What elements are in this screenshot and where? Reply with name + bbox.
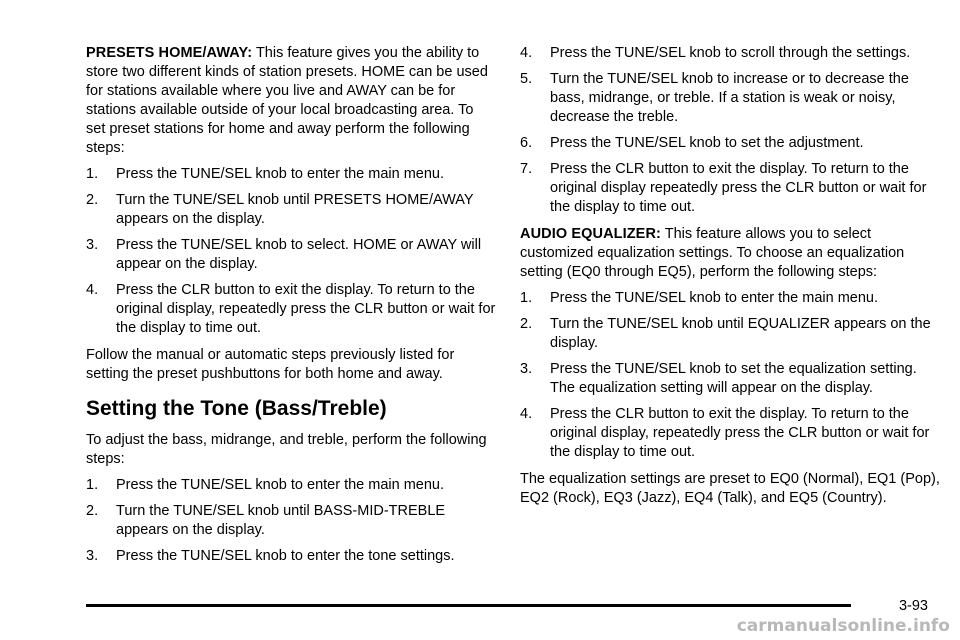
step-number: 1.	[86, 477, 99, 493]
list-item	[86, 547, 496, 566]
footer-rule	[86, 604, 851, 607]
step-number: 3.	[86, 237, 99, 253]
step-text: Press the CLR button to exit the display. To return to the original display, repeatedly press the CLR button or wait for the display to time out.	[550, 406, 930, 460]
list-item	[86, 165, 496, 184]
list-item	[86, 281, 496, 338]
list-item	[86, 476, 496, 495]
step-text: Press the TUNE/SEL knob to enter the main menu.	[116, 477, 445, 493]
step-text: Press the CLR button to exit the display. To return to the original display, repeatedly press the CLR button or wait for the display to time out.	[116, 282, 496, 336]
list-item	[520, 134, 940, 153]
page-number: 3-93	[898, 598, 928, 614]
step-number: 2.	[520, 316, 533, 332]
tone-steps	[86, 476, 496, 566]
section-heading: Setting the Tone (Bass/Treble)	[86, 397, 387, 420]
step-text: Press the TUNE/SEL knob to scroll through the settings.	[550, 45, 911, 61]
equalizer-paragraph	[520, 225, 940, 282]
presets-lead: PRESETS HOME/AWAY:	[86, 45, 253, 61]
step-text: Press the TUNE/SEL knob to select. HOME or AWAY will appear on the display.	[116, 237, 482, 272]
list-item	[86, 191, 496, 229]
step-number: 4.	[86, 282, 99, 298]
step-text: Turn the TUNE/SEL knob to increase or to decrease the bass, midrange, or treble. If a station is weak or noisy, decrease the treble.	[550, 71, 909, 125]
watermark-logo: carmanualsonline.info	[736, 616, 950, 636]
step-text: Press the CLR button to exit the display. To return to the original display repeatedly press the CLR button or wait for the display to time out.	[550, 161, 927, 215]
left-column	[86, 44, 496, 574]
step-number: 3.	[86, 548, 99, 564]
presets-paragraph	[86, 44, 496, 158]
list-item	[520, 70, 940, 127]
presets-text: This feature gives you the ability to store two different kinds of station presets. HOME can be used for stations available where you live and AWAY can be for stations available outside of your local broadcasting area. To set preset stations for home and away perform the following steps:	[86, 45, 488, 156]
step-text: Press the TUNE/SEL knob to set the adjustment.	[550, 135, 864, 151]
tone-steps-continued	[520, 44, 940, 217]
list-item	[520, 315, 940, 353]
list-item	[86, 236, 496, 274]
follow-paragraph: Follow the manual or automatic steps previously listed for setting the preset pushbuttons for both home and away.	[86, 347, 455, 382]
list-item	[520, 289, 940, 308]
step-text: Press the TUNE/SEL knob to enter the tone settings.	[116, 548, 455, 564]
step-text: Turn the TUNE/SEL knob until BASS-MID-TREBLE appears on the display.	[116, 503, 446, 538]
step-number: 1.	[86, 166, 99, 182]
list-item	[520, 160, 940, 217]
right-column	[520, 44, 940, 515]
equalizer-text: This feature allows you to select customized equalization settings. To choose an equalization setting (EQ0 through EQ5), perform the following steps:	[520, 226, 905, 280]
list-item	[520, 44, 940, 63]
step-number: 2.	[86, 192, 99, 208]
step-text: Press the TUNE/SEL knob to enter the main menu.	[550, 290, 879, 306]
step-text: Press the TUNE/SEL knob to set the equalization setting. The equalization setting will appear on the display.	[550, 361, 917, 396]
step-number: 4.	[520, 406, 533, 422]
equalizer-steps	[520, 289, 940, 462]
presets-steps	[86, 165, 496, 338]
tone-intro: To adjust the bass, midrange, and treble, perform the following steps:	[86, 432, 487, 467]
step-number: 3.	[520, 361, 533, 377]
list-item	[520, 360, 940, 398]
step-number: 4.	[520, 45, 533, 61]
step-text: Turn the TUNE/SEL knob until PRESETS HOME/AWAY appears on the display.	[116, 192, 474, 227]
step-text: Turn the TUNE/SEL knob until EQUALIZER appears on the display.	[550, 316, 931, 351]
equalizer-lead: AUDIO EQUALIZER:	[520, 226, 661, 242]
step-number: 2.	[86, 503, 99, 519]
step-number: 6.	[520, 135, 533, 151]
step-number: 5.	[520, 71, 533, 87]
step-text: Press the TUNE/SEL knob to enter the main menu.	[116, 166, 445, 182]
list-item	[520, 405, 940, 462]
list-item	[86, 502, 496, 540]
step-number: 7.	[520, 161, 533, 177]
equalizer-presets-paragraph: The equalization settings are preset to EQ0 (Normal), EQ1 (Pop), EQ2 (Rock), EQ3 (Jazz), EQ4 (Talk), and EQ5 (Country).	[520, 471, 940, 506]
step-number: 1.	[520, 290, 533, 306]
